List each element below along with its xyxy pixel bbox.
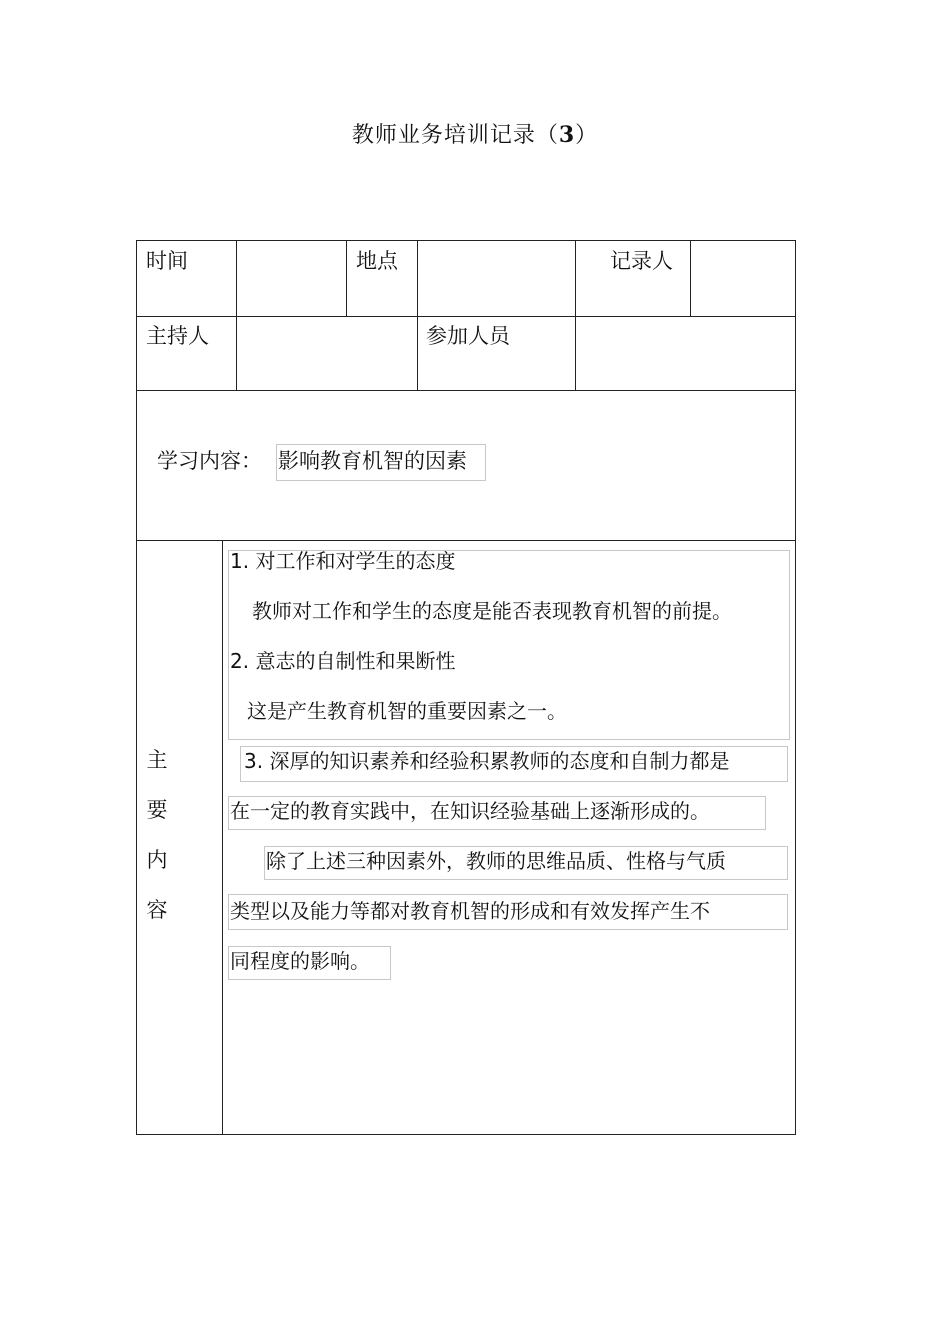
main-content-label xyxy=(145,735,169,935)
main-label-char: 容 xyxy=(146,898,168,922)
place-label: 地点 xyxy=(356,249,398,273)
content-paragraph-3: 在一定的教育实践中，在知识经验基础上逐渐形成的。 xyxy=(230,799,710,823)
study-label: 学习内容： xyxy=(157,449,262,473)
participants-label: 参加人员 xyxy=(426,324,510,348)
content-paragraph-4-line-2: 类型以及能力等都对教育机智的形成和有效发挥产生不 xyxy=(230,899,710,923)
col-divider-place-value xyxy=(575,241,576,390)
title-close: ） xyxy=(575,123,599,148)
content-heading-1: 1. 对工作和对学生的态度 xyxy=(230,549,456,573)
training-record-table xyxy=(136,240,796,1135)
col-divider-time xyxy=(236,241,237,390)
row-divider-3 xyxy=(137,540,795,541)
content-paragraph-1: 教师对工作和学生的态度是能否表现教育机智的前提。 xyxy=(252,599,732,623)
time-label: 时间 xyxy=(146,249,188,273)
row-divider-2 xyxy=(137,390,795,391)
content-heading-2: 2. 意志的自制性和果断性 xyxy=(230,649,456,673)
content-paragraph-4-line-1: 除了上述三种因素外，教师的思维品质、性格与气质 xyxy=(266,849,726,873)
content-paragraph-4-line-3: 同程度的影响。 xyxy=(230,949,370,973)
content-heading-3: 3. 深厚的知识素养和经验积累教师的态度和自制力都是 xyxy=(244,749,730,773)
host-label: 主持人 xyxy=(146,324,209,348)
col-divider-main-label xyxy=(222,540,223,1134)
title-number: 3 xyxy=(558,122,576,148)
recorder-label: 记录人 xyxy=(610,249,673,273)
col-divider-place xyxy=(417,241,418,390)
main-label-char: 要 xyxy=(146,798,168,822)
title-text: 教师业务培训记录（ xyxy=(351,123,559,148)
main-label-char: 主 xyxy=(146,748,168,772)
document-title xyxy=(0,118,950,149)
col-divider-time-value xyxy=(346,241,347,316)
col-divider-recorder xyxy=(690,241,691,316)
main-label-char: 内 xyxy=(146,848,168,872)
study-topic: 影响教育机智的因素 xyxy=(278,449,467,473)
content-paragraph-2: 这是产生教育机智的重要因素之一。 xyxy=(247,699,567,723)
